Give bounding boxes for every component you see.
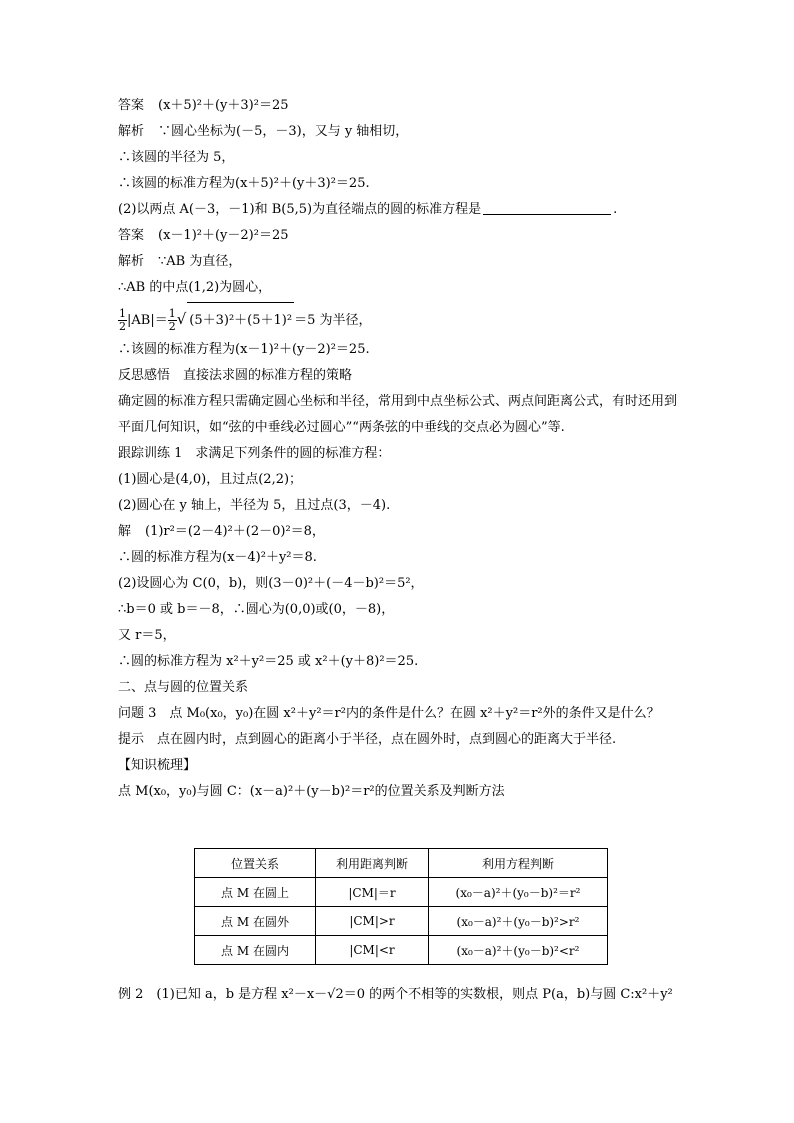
sqrt-content: (5＋3)²＋(5＋1)² <box>187 302 294 339</box>
text-line: ∴该圆的半径为 5， <box>118 150 235 165</box>
table-header-row <box>195 849 608 878</box>
solution-text: (1)r²＝(2－4)²＋(2－0)²＝8， <box>145 524 325 539</box>
answer-text: (x＋5)²＋(y＋3)²＝25 <box>158 98 289 113</box>
table-header: 利用方程判断 <box>429 849 608 878</box>
fraction <box>118 308 127 333</box>
hint-line: 提示 点在圆内时，点到圆心的距离小于半径，点在圆外时，点到圆心的距离大于半径. <box>118 732 617 747</box>
answer-blank <box>483 200 611 215</box>
exercise-item: (2)圆心在 y 轴上，半径为 5，且过点(3，－4). <box>118 498 391 513</box>
table-cell: |CM|<r <box>316 936 429 965</box>
fraction <box>168 308 177 333</box>
table-cell: |CM|>r <box>316 907 429 936</box>
table-cell: |CM|＝r <box>316 878 429 907</box>
exercise-item: (1)圆心是(4,0)，且过点(2,2)； <box>118 472 303 487</box>
analysis-text: ∵圆心坐标为(－5，－3)，又与 y 轴相切， <box>158 124 409 139</box>
analysis-line-1 <box>118 119 678 145</box>
text-line: ∴该圆的标准方程为(x＋5)²＋(y＋3)²＝25. <box>118 176 370 191</box>
denominator: 2 <box>168 320 176 333</box>
question-text: (2)以两点 A(－3，－1)和 B(5,5)为直径端点的圆的标准方程是 <box>118 202 482 217</box>
table-cell: (x₀－a)²＋(y₀－b)²>r² <box>429 907 608 936</box>
reflection-heading: 反思感悟 直接法求圆的标准方程的策略 <box>118 368 353 383</box>
exercise-heading: 跟踪训练 1 求满足下列条件的圆的标准方程： <box>118 446 391 461</box>
text-line: (2)设圆心为 C(0，b)，则(3－0)²＋(－4－b)²＝5²， <box>118 576 424 591</box>
table-row <box>195 907 608 936</box>
numerator: 1 <box>168 307 176 320</box>
answer-line-1 <box>118 93 678 119</box>
example-2-line: 例 2 (1)已知 a，b 是方程 x²－x－√2＝0 的两个不相等的实数根，则点 P(a，b)与圆 C:x²＋y² <box>118 987 673 1002</box>
table-header: 位置关系 <box>195 849 316 878</box>
text-line: ∴b＝0 或 b＝－8，∴圆心为(0,0)或(0，－8)， <box>118 602 395 617</box>
table-header: 利用距离判断 <box>316 849 429 878</box>
analysis-line-2 <box>118 249 678 275</box>
analysis-tag: 解析 <box>118 254 145 269</box>
formula-end: ＝5 为半径， <box>294 313 372 328</box>
text-line: 又 r＝5， <box>118 628 176 643</box>
knowledge-heading: 【知识梳理】 <box>118 758 197 773</box>
question-line <box>118 197 678 223</box>
answer-tag: 答案 <box>118 98 145 113</box>
position-relation-table <box>194 848 608 965</box>
table-cell: (x₀－a)²＋(y₀－b)²＝r² <box>429 878 608 907</box>
table-row <box>195 936 608 965</box>
question-end: . <box>613 202 618 217</box>
answer-tag: 答案 <box>118 228 145 243</box>
reflection-paragraph: 确定圆的标准方程只需确定圆心坐标和半径，常用到中点坐标公式、两点间距离公式，有时还用到平面几何知识，如“弦的中垂线必过圆心”“两条弦的中垂线的交点必为圆心”等. <box>118 394 678 435</box>
text-line: ∴圆的标准方程为 x²＋y²＝25 或 x²＋(y＋8)²＝25. <box>118 654 419 669</box>
question-3: 问题 3 点 M₀(x₀，y₀)在圆 x²＋y²＝r²内的条件是什么？在圆 x²＋y²＝r²外的条件又是什么？ <box>118 706 660 721</box>
radius-formula <box>118 301 678 337</box>
table-row <box>195 878 608 907</box>
sqrt-sign: √ <box>176 310 187 328</box>
table-cell: (x₀－a)²＋(y₀－b)²<r² <box>429 936 608 965</box>
text-line: ∴圆的标准方程为(x－4)²＋y²＝8. <box>118 550 317 565</box>
formula-text: |AB|＝ <box>127 313 168 328</box>
section-heading: 二、点与圆的位置关系 <box>118 680 249 695</box>
analysis-text: ∵AB 为直径， <box>158 254 242 269</box>
analysis-tag: 解析 <box>118 124 145 139</box>
numerator: 1 <box>119 307 126 320</box>
table-cell: 点 M 在圆内 <box>195 936 316 965</box>
document-body <box>118 93 678 805</box>
table-cell: 点 M 在圆外 <box>195 907 316 936</box>
text-line: ∴该圆的标准方程为(x－1)²＋(y－2)²＝25. <box>118 342 370 357</box>
denominator: 2 <box>119 320 126 333</box>
solution-line <box>118 519 678 545</box>
solution-tag: 解 <box>118 524 132 539</box>
answer-text: (x－1)²＋(y－2)²＝25 <box>158 228 289 243</box>
text-line: ∴AB 的中点(1,2)为圆心， <box>118 280 272 295</box>
answer-line-2 <box>118 223 678 249</box>
table-cell: 点 M 在圆上 <box>195 878 316 907</box>
table-caption: 点 M(x₀，y₀)与圆 C：(x－a)²＋(y－b)²＝r²的位置关系及判断方法 <box>118 784 505 799</box>
